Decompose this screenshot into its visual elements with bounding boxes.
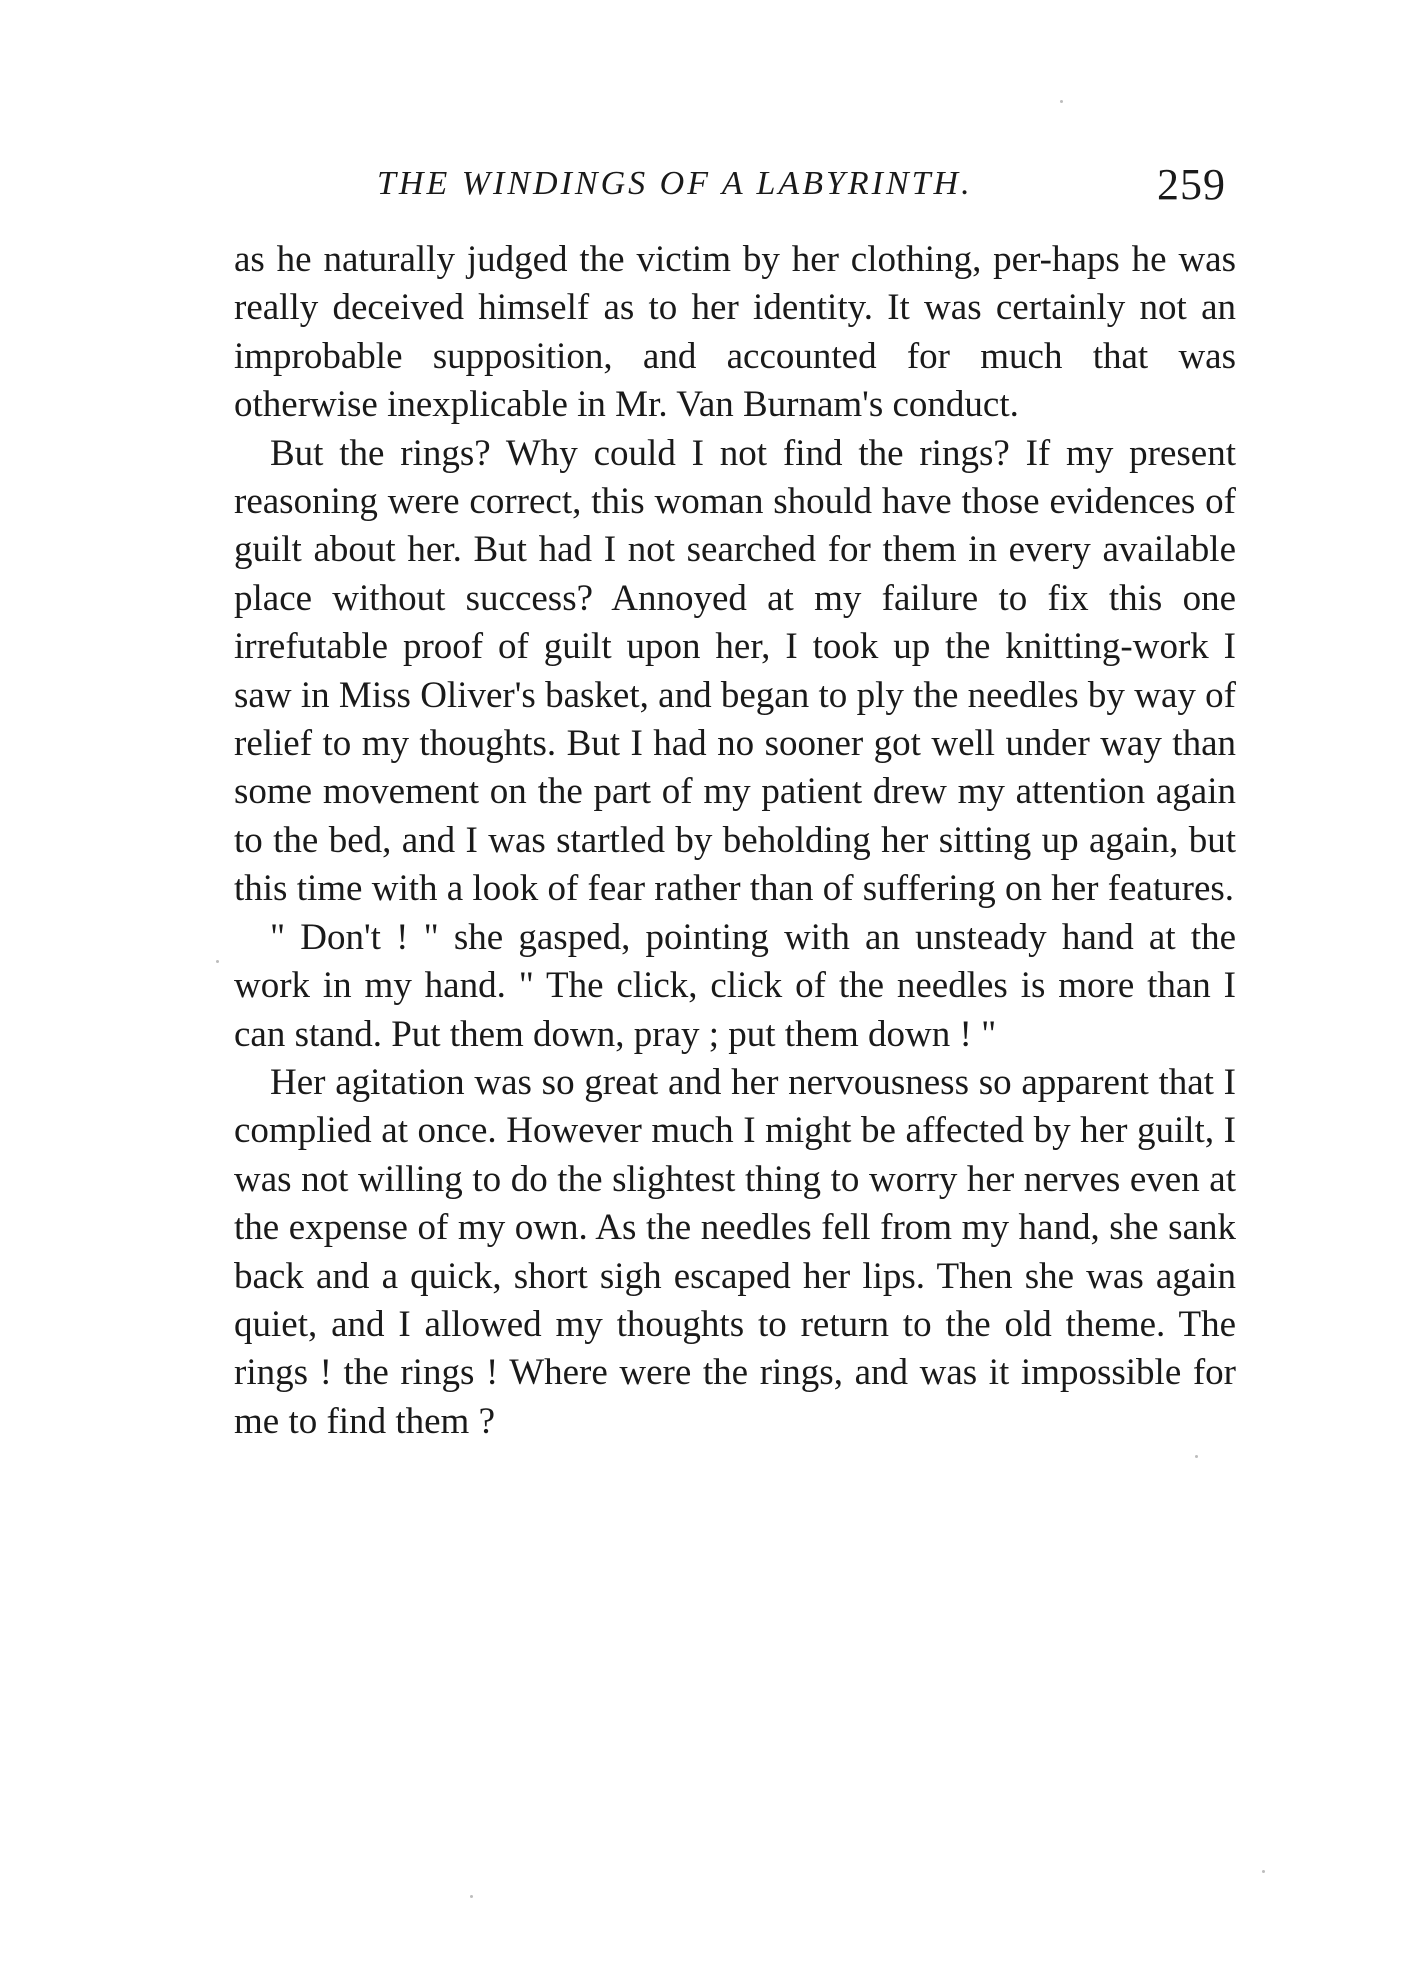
paper-speck — [216, 960, 219, 963]
paper-speck — [1060, 100, 1063, 103]
paragraph-3: " Don't ! " she gasped, pointing with an unsteady hand at the work in my hand. " The click, click of the needles is more than I can stand. Put them down, pray ; put them down ! " — [234, 916, 1236, 1055]
running-head — [234, 160, 1236, 213]
paper-speck — [1262, 1870, 1265, 1873]
paper-speck — [1195, 1455, 1198, 1458]
page-number: 259 — [1157, 160, 1226, 209]
body-text — [234, 236, 1236, 1446]
paragraph-4: Her agitation was so great and her nervousness so apparent that I complied at once. However much I might be affected by her guilt, I was not willing to do the slightest thing to worry her nerves even at the expense of my own. As the needles fell from my hand, she sank back and a quick, short sigh escaped her lips. Then she was again quiet, and I allowed my thoughts to return to the old theme. The rings ! the rings ! Where were the rings, and was it impossible for me to find them ? — [234, 1061, 1236, 1442]
paragraph-2: But the rings? Why could I not find the rings? If my present reasoning were correct, this woman should have those evidences of guilt about her. But had I not searched for them in every available place without success? Annoyed at my failure to fix this one irrefutable proof of guilt upon her, I took up the knitting-work I saw in Miss Oliver's basket, and began to ply the needles by way of relief to my thoughts. But I had no sooner got well under way than some movement on the part of my patient drew my attention again to the bed, and I was startled by beholding her sitting up again, but this time with a look of fear rather than of suffering on her features. — [234, 432, 1236, 910]
running-title: THE WINDINGS OF A LABYRINTH. — [377, 165, 973, 202]
paper-speck — [470, 1895, 473, 1898]
paragraph-1: as he naturally judged the victim by her clothing, per-haps he was really deceived himself as to her identity. It was certainly not an improbable supposition, and accounted for much that was otherwise inexplicable in Mr. Van Burnam's conduct. — [234, 239, 1236, 426]
